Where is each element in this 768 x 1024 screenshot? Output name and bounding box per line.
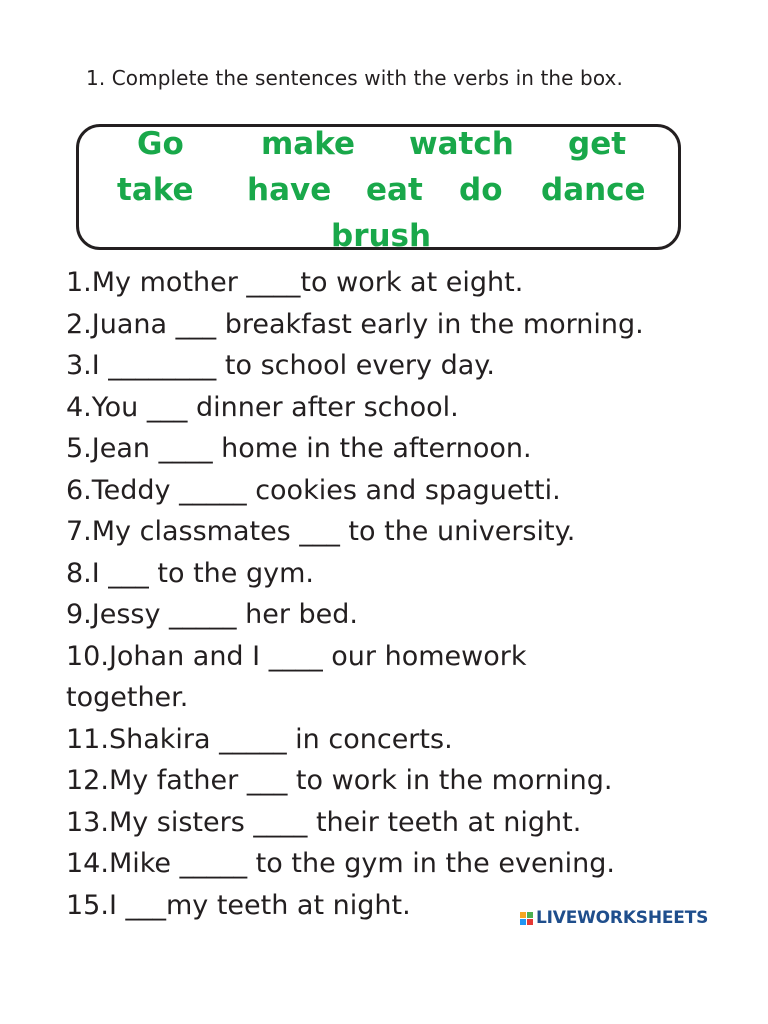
sentence-item: 8.I ___ to the gym. (66, 557, 314, 589)
sentence-item: 7.My classmates ___ to the university. (66, 516, 576, 547)
sentence-list (66, 262, 736, 926)
sentence-item: 3.I ________ to school every day. (66, 350, 495, 381)
sentence-item: 10.Johan and I ____ our homework together. (66, 640, 527, 713)
verb-watch: watch (409, 126, 514, 162)
sentence-item: 5.Jean ____ home in the afternoon. (66, 433, 532, 464)
sentence-item: 1.My mother ____to work at eight. (66, 267, 524, 298)
liveworksheets-logo (520, 908, 708, 928)
verb-dance: dance (541, 172, 646, 208)
sentence-item: 11.Shakira _____ in concerts. (66, 723, 453, 755)
sentence-item: 6.Teddy _____ cookies and spaguetti. (66, 474, 561, 506)
sentence-item: 12.My father ___ to work in the morning. (66, 765, 613, 796)
verb-do: do (459, 172, 503, 208)
instruction-heading: 1. Complete the sentences with the verbs in the box. (86, 66, 623, 90)
verb-take: take (117, 172, 194, 208)
verb-brush: brush (331, 218, 432, 254)
sentence-item: 14.Mike _____ to the gym in the evening. (66, 848, 616, 879)
verb-get: get (568, 126, 627, 162)
verb-make: make (261, 126, 356, 162)
sentence-item: 2.Juana ___ breakfast early in the morning. (66, 308, 644, 340)
verb-have: have (247, 172, 332, 208)
verb-eat: eat (366, 172, 423, 208)
sentence-item: 4.You ___ dinner after school. (66, 391, 459, 423)
sentence-item: 9.Jessy _____ her bed. (66, 599, 358, 630)
sentence-item: 13.My sisters ____ their teeth at night. (66, 806, 582, 838)
sentence-item: 15.I ___my teeth at night. (66, 889, 411, 921)
liveworksheets-logo-icon (520, 912, 533, 925)
verb-go: Go (137, 126, 184, 162)
liveworksheets-logo-text: LIVEWORKSHEETS (536, 908, 709, 928)
